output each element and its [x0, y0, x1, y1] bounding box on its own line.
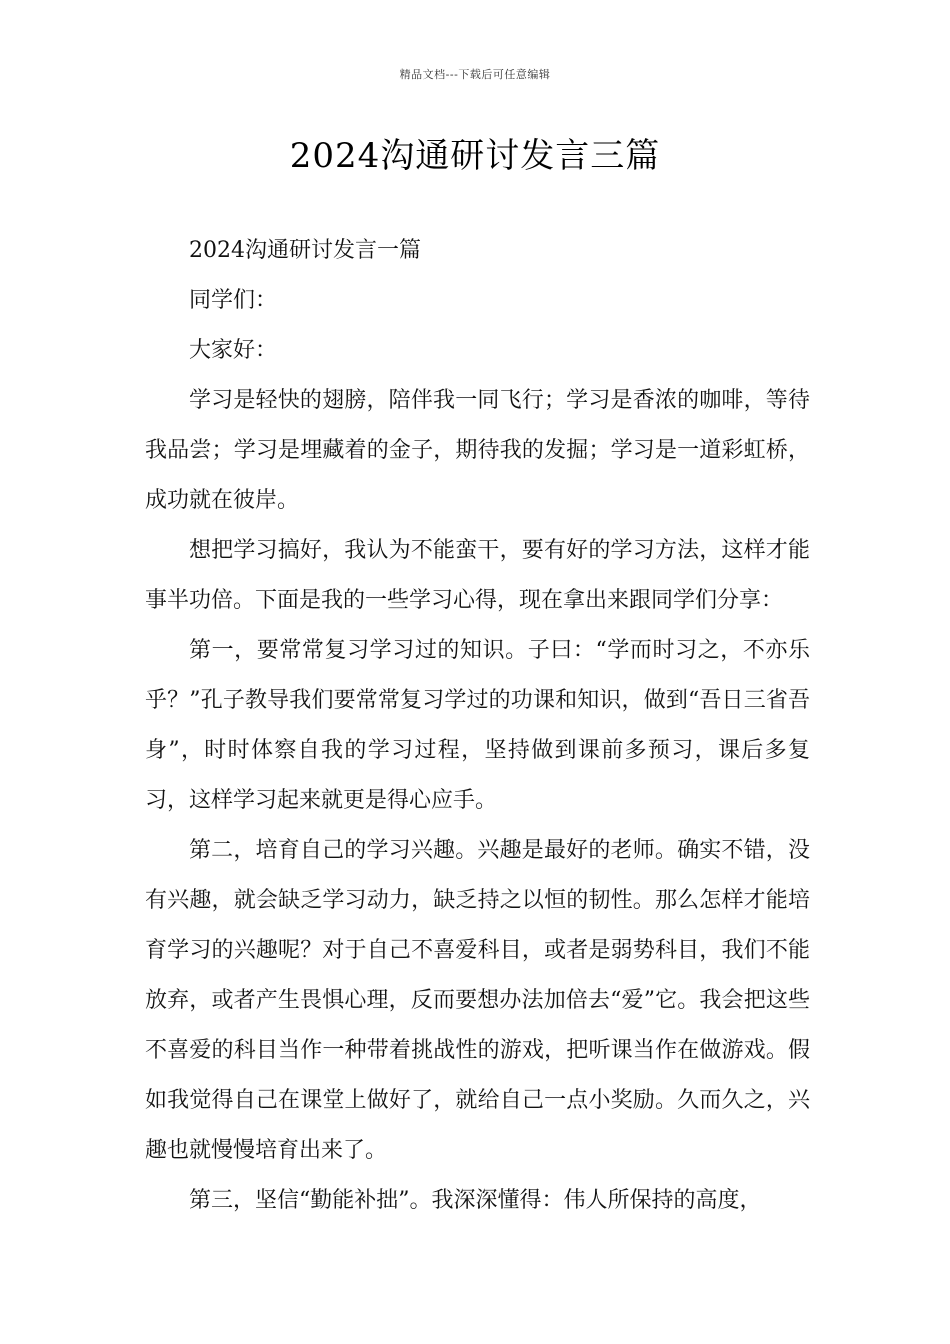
- paragraph: 学习是轻快的翅膀，陪伴我一同飞行；学习是香浓的咖啡，等待我品尝；学习是埋藏着的金子，期待我的发掘；学习是一道彩虹桥，成功就在彼岸。: [145, 388, 810, 513]
- paragraph: 第二，培育自己的学习兴趣。兴趣是最好的老师。确实不错，没有兴趣，就会缺乏学习动力，缺乏持之以恒的韧性。那么怎样才能培育学习的兴趣呢？对于自己不喜爱科目，或者是弱势科目，我们不能放弃，或者产生畏惧心理，反而要想办法加倍去“爱”它。我会把这些不喜爱的科目当作一种带着挑战性的游戏，把听课当作在做游戏。假如我觉得自己在课堂上做好了，就给自己一点小奖励。久而久之，兴趣也就慢慢培育出来了。: [145, 838, 810, 1163]
- salutation-greeting: 大家好：: [189, 338, 278, 363]
- section-heading: 2024沟通研讨发言一篇: [189, 238, 421, 263]
- paragraph: 第一，要常常复习学习过的知识。子曰：“学而时习之，不亦乐乎？”孔子教导我们要常常复习学过的功课和知识，做到“吾日三省吾身”，时时体察自我的学习过程，坚持做到课前多预习，课后多复习，这样学习起来就更是得心应手。: [145, 638, 810, 813]
- paragraph: 第三，坚信“勤能补拙”。我深深懂得：伟人所保持的高度，: [189, 1188, 762, 1213]
- document-body: [145, 226, 810, 1226]
- salutation-classmates: 同学们：: [189, 288, 278, 313]
- document-title: 2024沟通研讨发言三篇: [289, 136, 661, 176]
- paragraph: 想把学习搞好，我认为不能蛮干，要有好的学习方法，这样才能事半功倍。下面是我的一些学习心得，现在拿出来跟同学们分享：: [145, 538, 810, 613]
- page-header: 精品文档---下载后可任意编辑: [399, 68, 551, 81]
